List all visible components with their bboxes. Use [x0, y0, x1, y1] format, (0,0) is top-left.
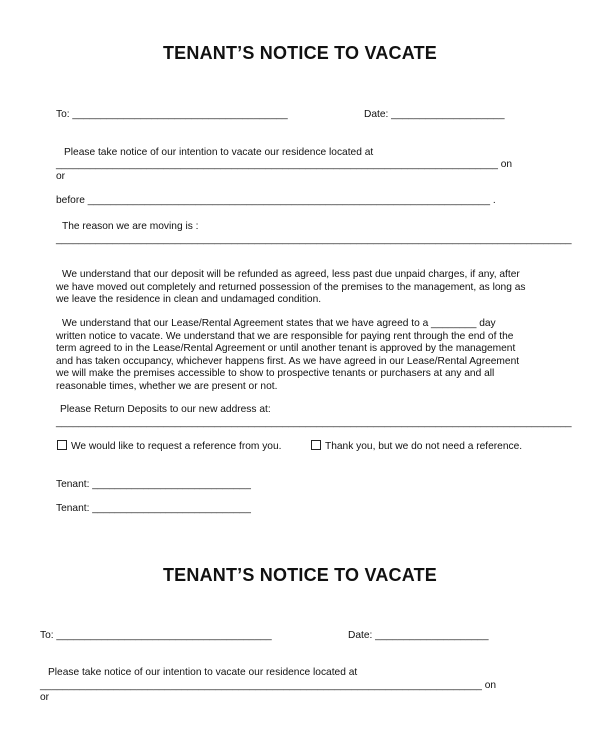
address-field[interactable]: ______________________________________________________________________________ on — [40, 680, 497, 691]
or-label: or — [40, 692, 50, 703]
reference-decline-label: Thank you, but we do not need a reference. — [325, 441, 523, 452]
paragraph-line: and has taken occupancy, whichever happens first. As we have agreed in our Lease/Rental Agreement — [56, 355, 520, 367]
or-label: or — [56, 171, 66, 182]
form-title: TENANT’S NOTICE TO VACATE — [162, 43, 437, 63]
paragraph-line: We understand that our Lease/Rental Agreement states that we have agreed to a ________ day — [62, 318, 496, 329]
checkbox-icon[interactable] — [311, 440, 321, 450]
paragraph-line: we will make the premises accessible to show to prospective tenants or purchasers at any and all — [56, 368, 495, 380]
tenant-signature-field[interactable]: Tenant: ____________________________ — [56, 503, 251, 514]
paragraph-line: we have moved out completely and returned possession of the premises to the management, as long as — [56, 281, 526, 293]
reference-decline-option[interactable] — [311, 440, 522, 454]
reason-field[interactable]: ___________________________________________________________________________________________ — [56, 234, 572, 245]
lease-paragraph — [56, 318, 556, 394]
return-deposits-label: Please Return Deposits to our new address at: — [60, 404, 271, 415]
paragraph-line: term agreed to in the Lease/Rental Agreement or until another tenant is approved by the management — [56, 343, 516, 355]
paragraph-line: reasonable times, whether we are present or not. — [56, 380, 278, 392]
form-title: TENANT’S NOTICE TO VACATE — [162, 565, 437, 585]
notice-intro-text: Please take notice of our intention to vacate our residence located at — [48, 667, 358, 678]
before-date-field[interactable]: before _______________________________________________________________________ . — [56, 195, 496, 206]
deposit-paragraph — [56, 269, 556, 307]
reason-label: The reason we are moving is : — [62, 221, 199, 232]
tenant-signature-field[interactable]: Tenant: ____________________________ — [56, 479, 251, 490]
paragraph-line: We understand that our deposit will be refunded as agreed, less past due unpaid charges, if any, after — [62, 269, 520, 280]
date-field[interactable]: Date: ____________________ — [364, 109, 505, 120]
reference-request-label: We would like to request a reference from you. — [71, 441, 282, 452]
paragraph-line: written notice to vacate. We understand that we are responsible for paying rent through the end of the — [56, 330, 514, 342]
notice-intro-text: Please take notice of our intention to vacate our residence located at — [64, 147, 374, 158]
paragraph-line: we leave the residence in clean and undamaged condition. — [56, 294, 322, 306]
reference-request-option[interactable] — [57, 440, 281, 454]
to-field[interactable]: To: ______________________________________ — [56, 109, 288, 120]
checkbox-icon[interactable] — [57, 440, 67, 450]
address-field[interactable]: ______________________________________________________________________________ on — [56, 159, 513, 170]
date-field[interactable]: Date: ____________________ — [348, 630, 489, 641]
new-address-field[interactable]: ___________________________________________________________________________________________ — [56, 417, 572, 428]
to-field[interactable]: To: ______________________________________ — [40, 630, 272, 641]
